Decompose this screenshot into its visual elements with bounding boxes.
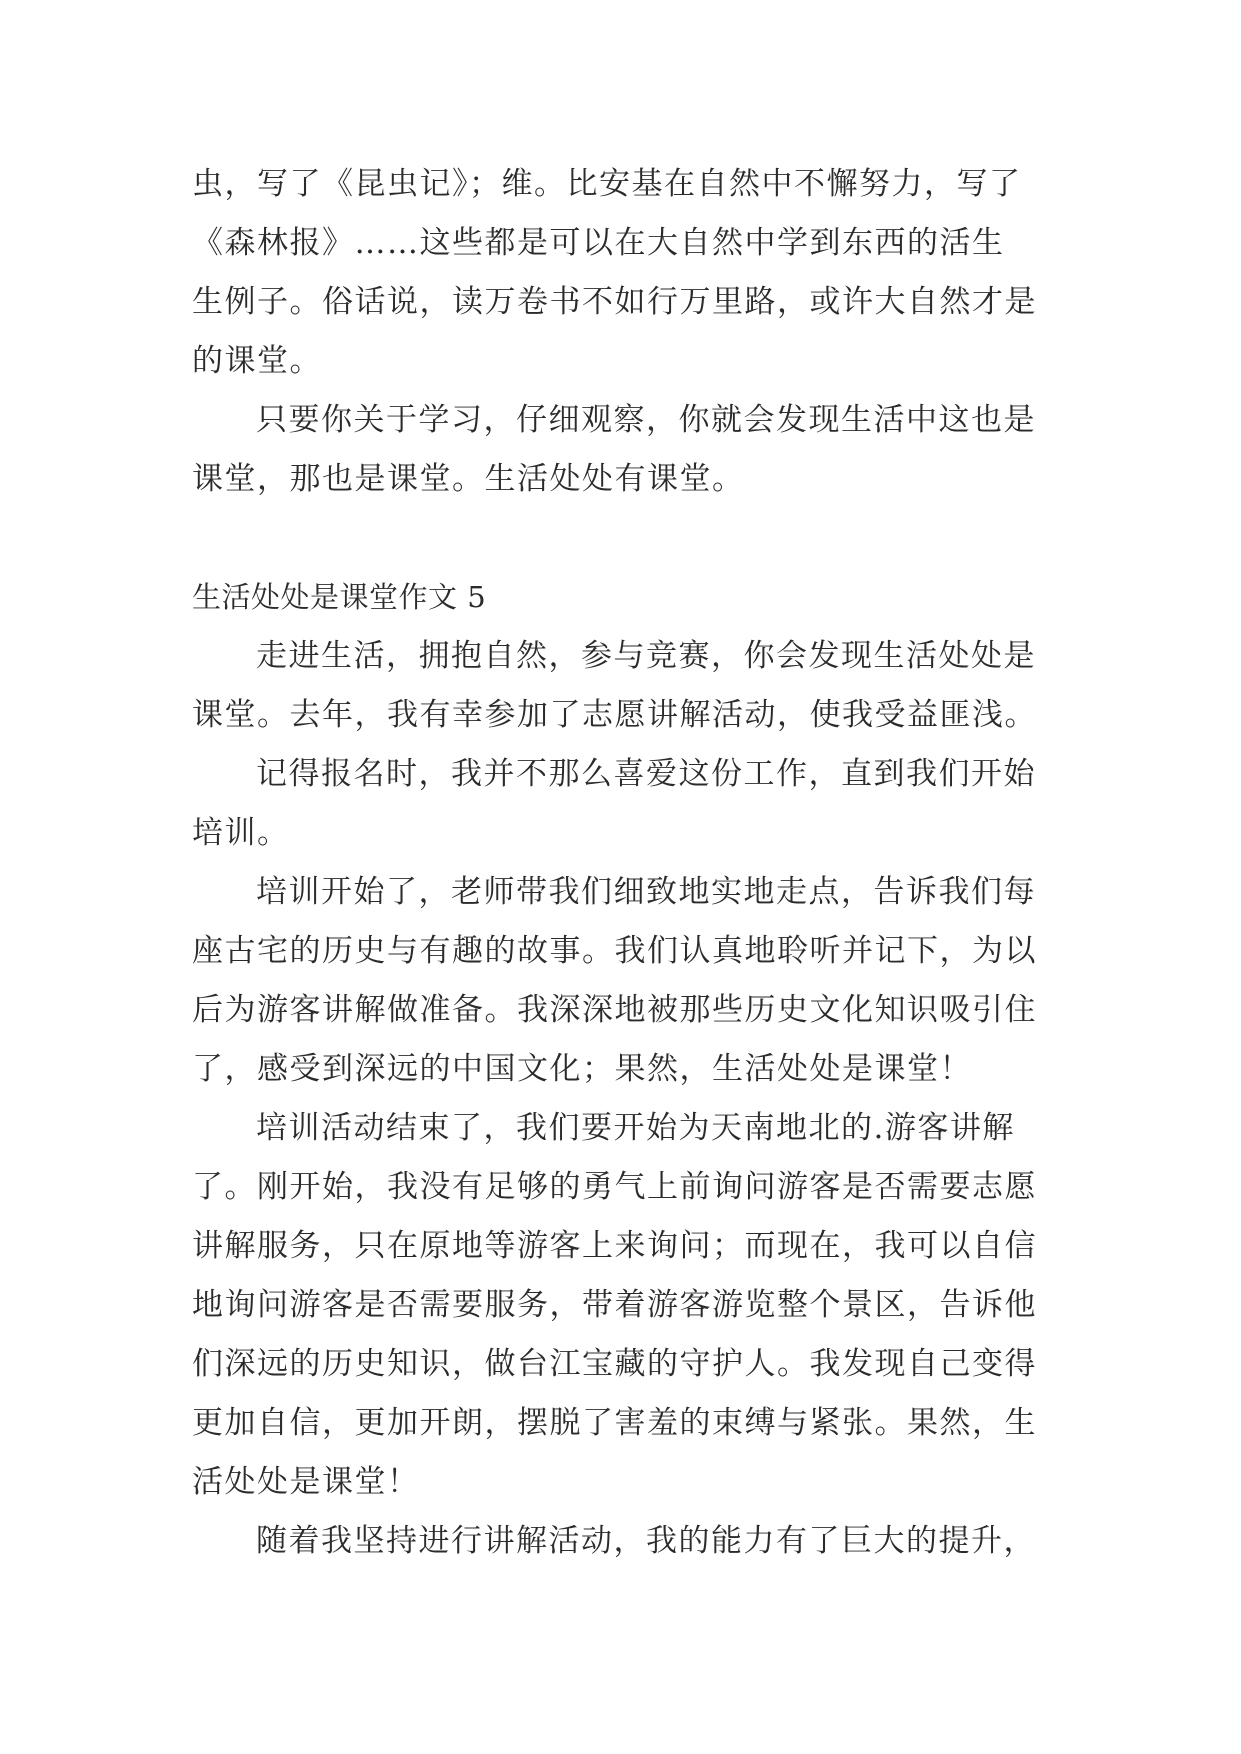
text-line: 活处处是课堂！ (192, 1464, 420, 1500)
section-heading: 生活处处是课堂作文 5 (192, 580, 487, 614)
text-line: 生例子。俗话说，读万卷书不如行万里路，或许大自然才是 (192, 284, 1037, 320)
text-line: 了，感受到深远的中国文化；果然，生活处处是课堂！ (192, 1051, 972, 1087)
paragraph-start-line: 走进生活，拥抱自然，参与竞赛，你会发现生活处处是 (256, 638, 1036, 674)
text-line: 座古宅的历史与有趣的故事。我们认真地聆听并记下，为以 (192, 933, 1037, 969)
text-line: 们深远的历史知识，做台江宝藏的守护人。我发现自己变得 (192, 1346, 1037, 1382)
text-line: 后为游客讲解做准备。我深深地被那些历史文化知识吸引住 (192, 992, 1037, 1028)
text-line: 讲解服务，只在原地等游客上来询问；而现在，我可以自信 (192, 1228, 1037, 1264)
text-line: 虫，写了《昆虫记》；维。比安基在自然中不懈努力，写了 (192, 166, 1022, 202)
document-body (192, 155, 1072, 1571)
paragraph-start-line: 培训开始了，老师带我们细致地实地走点，告诉我们每 (256, 874, 1036, 910)
text-line: 课堂，那也是课堂。生活处处有课堂。 (192, 461, 745, 497)
text-line: 的课堂。 (192, 343, 322, 379)
paragraph-start-line: 培训活动结束了，我们要开始为天南地北的.游客讲解 (256, 1110, 1015, 1146)
text-line: 了。刚开始，我没有足够的勇气上前询问游客是否需要志愿 (192, 1169, 1037, 1205)
paragraph-start-line: 记得报名时，我并不那么喜爱这份工作，直到我们开始 (256, 756, 1036, 792)
paragraph-gap (192, 509, 1072, 568)
paragraph-start-line: 只要你关于学习，仔细观察，你就会发现生活中这也是 (256, 402, 1036, 438)
text-line: 更加自信，更加开朗，摆脱了害羞的束缚与紧张。果然，生 (192, 1405, 1037, 1441)
text-line: 《森林报》……这些都是可以在大自然中学到东西的活生 (192, 225, 1005, 261)
text-line: 课堂。去年，我有幸参加了志愿讲解活动，使我受益匪浅。 (192, 697, 1037, 733)
text-line: 培训。 (192, 815, 290, 851)
paragraph-start-line: 随着我坚持进行讲解活动，我的能力有了巨大的提升， (256, 1523, 1036, 1559)
text-line: 地询问游客是否需要服务，带着游客游览整个景区，告诉他 (192, 1287, 1037, 1323)
